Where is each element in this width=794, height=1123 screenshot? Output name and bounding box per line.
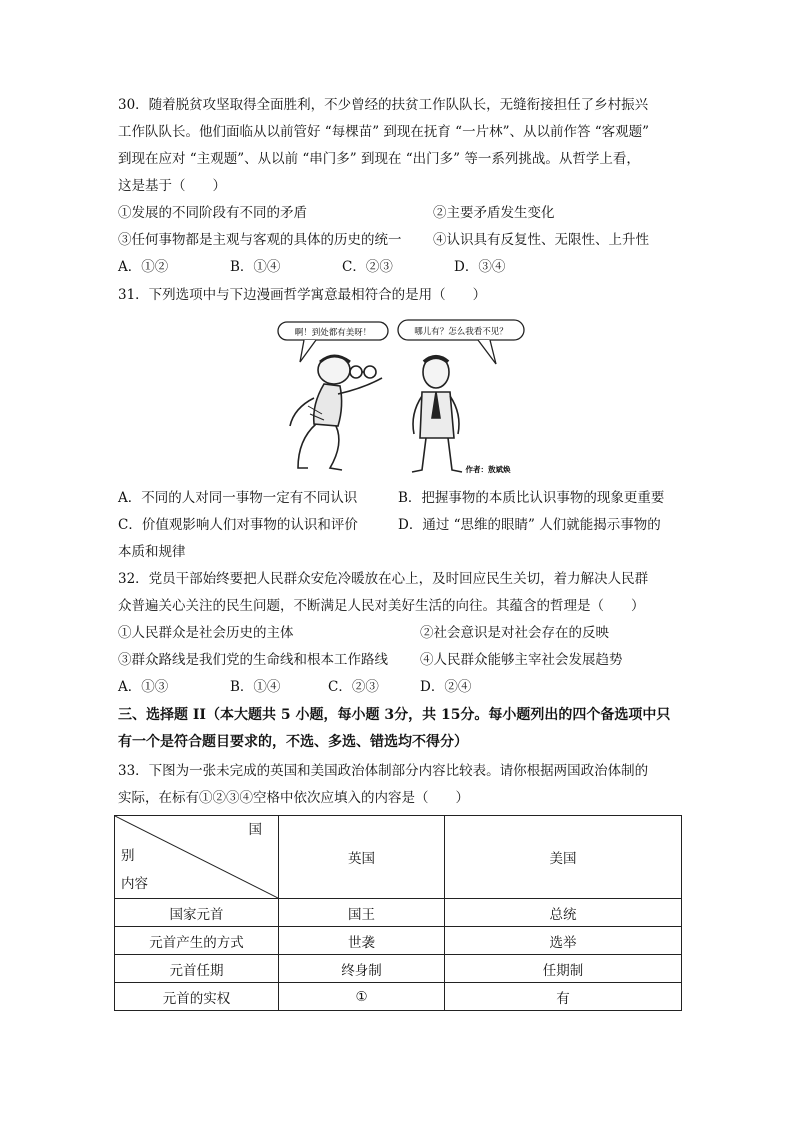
table-corner-cell bbox=[115, 816, 279, 899]
q30-statement-4: ④认识具有反复性、无限性、上升性 bbox=[433, 232, 649, 248]
speech-bubble-left-tail bbox=[300, 340, 316, 362]
q32-statement-3: ③群众路线是我们党的生命线和根本工作路线 bbox=[118, 652, 388, 668]
cell-uk: ① bbox=[279, 983, 445, 1011]
bubble-right-text: 哪儿有？怎么我看不见？ bbox=[414, 327, 508, 337]
row-label: 元首的实权 bbox=[115, 983, 279, 1011]
comparison-table bbox=[114, 815, 682, 1011]
q30-choice-d[interactable]: D．③④ bbox=[454, 259, 506, 275]
header-uk: 英国 bbox=[279, 816, 445, 899]
q32-choice-a[interactable]: A．①③ bbox=[118, 679, 169, 695]
cartoon-image bbox=[264, 318, 530, 478]
q31-option-b[interactable]: B．把握事物的本质比认识事物的现象更重要 bbox=[398, 490, 665, 506]
q30-statement-3: ③任何事物都是主观与客观的具体的历史的统一 bbox=[118, 232, 402, 248]
q32-statement-4: ④人民群众能够主宰社会发展趋势 bbox=[420, 652, 623, 668]
q30-choice-b[interactable]: B．①④ bbox=[230, 259, 281, 275]
q33-stem-line-1: 33．下图为一张未完成的英国和美国政治体制部分内容比较表。请你根据两国政治体制的 bbox=[118, 763, 649, 779]
q32-statement-2: ②社会意识是对社会存在的反映 bbox=[420, 625, 609, 641]
q31-option-c[interactable]: C．价值观影响人们对事物的认识和评价 bbox=[118, 517, 358, 533]
q30-choice-a[interactable]: A．①② bbox=[118, 259, 169, 275]
q33-stem-line-2: 实际，在标有①②③④空格中依次应填入的内容是（ ） bbox=[118, 790, 469, 806]
corner-label-content: 内容 bbox=[121, 876, 148, 892]
cell-uk: 国王 bbox=[279, 899, 445, 927]
q30-stem-line-2: 工作队队长。他们面临从以前管好 “每棵苗” 到现在抚育 “一片林”、从以前作答 “客观题” bbox=[118, 124, 650, 140]
q30-stem-line-3: 到现在应对 “主观题”、从以前 “串门多” 到现在 “出门多” 等一系列挑战。从哲学上看， bbox=[118, 151, 640, 167]
q30-statement-1: ①发展的不同阶段有不同的矛盾 bbox=[118, 205, 307, 221]
q31-option-a[interactable]: A．不同的人对同一事物一定有不同认识 bbox=[118, 490, 358, 506]
table-row bbox=[115, 899, 682, 927]
corner-label-country: 国 bbox=[248, 822, 262, 838]
section-3-heading-line-2: 有一个是符合题目要求的，不选、多选、错选均不得分） bbox=[118, 734, 468, 750]
header-us: 美国 bbox=[445, 816, 682, 899]
bubble-left-text: 啊！到处都有美呀！ bbox=[294, 328, 372, 338]
cell-us: 有 bbox=[445, 983, 682, 1011]
q32-stem-line-1: 32．党员干部始终要把人民群众安危冷暖放在心上，及时回应民生关切，着力解决人民群 bbox=[118, 571, 649, 587]
table-row bbox=[115, 955, 682, 983]
corner-label-bie: 别 bbox=[121, 848, 135, 864]
cartoon-figure-right bbox=[412, 356, 462, 472]
q30-stem-line-1: 30．随着脱贫攻坚取得全面胜利，不少曾经的扶贫工作队队长，无缝衔接担任了乡村振兴 bbox=[118, 97, 649, 113]
q31-stem: 31．下列选项中与下边漫画哲学寓意最相符合的是用（ ） bbox=[118, 287, 487, 303]
q31-option-d[interactable]: D．通过 “思维的眼睛” 人们就能揭示事物的 bbox=[398, 517, 661, 533]
row-label: 国家元首 bbox=[115, 899, 279, 927]
cell-us: 总统 bbox=[445, 899, 682, 927]
cartoon-author: 作者：敖斌焕 bbox=[465, 465, 511, 474]
q32-choice-d[interactable]: D．②④ bbox=[420, 679, 472, 695]
row-label: 元首任期 bbox=[115, 955, 279, 983]
speech-bubble-right-tail bbox=[478, 340, 496, 364]
cell-us: 选举 bbox=[445, 927, 682, 955]
table-row bbox=[115, 983, 682, 1011]
q32-choice-c[interactable]: C．②③ bbox=[328, 679, 379, 695]
table-row bbox=[115, 927, 682, 955]
cell-uk: 世袭 bbox=[279, 927, 445, 955]
section-3-heading-line-1: 三、选择题 II（本大题共 5 小题，每小题 3分，共 15分。每小题列出的四个备选项中只 bbox=[118, 707, 671, 723]
table-header-row bbox=[115, 816, 682, 899]
q30-stem-line-4: 这是基于（ ） bbox=[118, 178, 226, 194]
cell-uk: 终身制 bbox=[279, 955, 445, 983]
q32-stem-line-2: 众普遍关心关注的民生问题，不断满足人民对美好生活的向往。其蕴含的哲理是（ ） bbox=[118, 598, 645, 614]
cell-us: 任期制 bbox=[445, 955, 682, 983]
row-label: 元首产生的方式 bbox=[115, 927, 279, 955]
q30-statement-2: ②主要矛盾发生变化 bbox=[433, 205, 555, 221]
q32-choice-b[interactable]: B．①④ bbox=[230, 679, 281, 695]
q32-statement-1: ①人民群众是社会历史的主体 bbox=[118, 625, 294, 641]
cartoon-figure-left bbox=[290, 356, 382, 470]
q30-choice-c[interactable]: C．②③ bbox=[342, 259, 393, 275]
q31-option-d-continued: 本质和规律 bbox=[118, 544, 186, 560]
